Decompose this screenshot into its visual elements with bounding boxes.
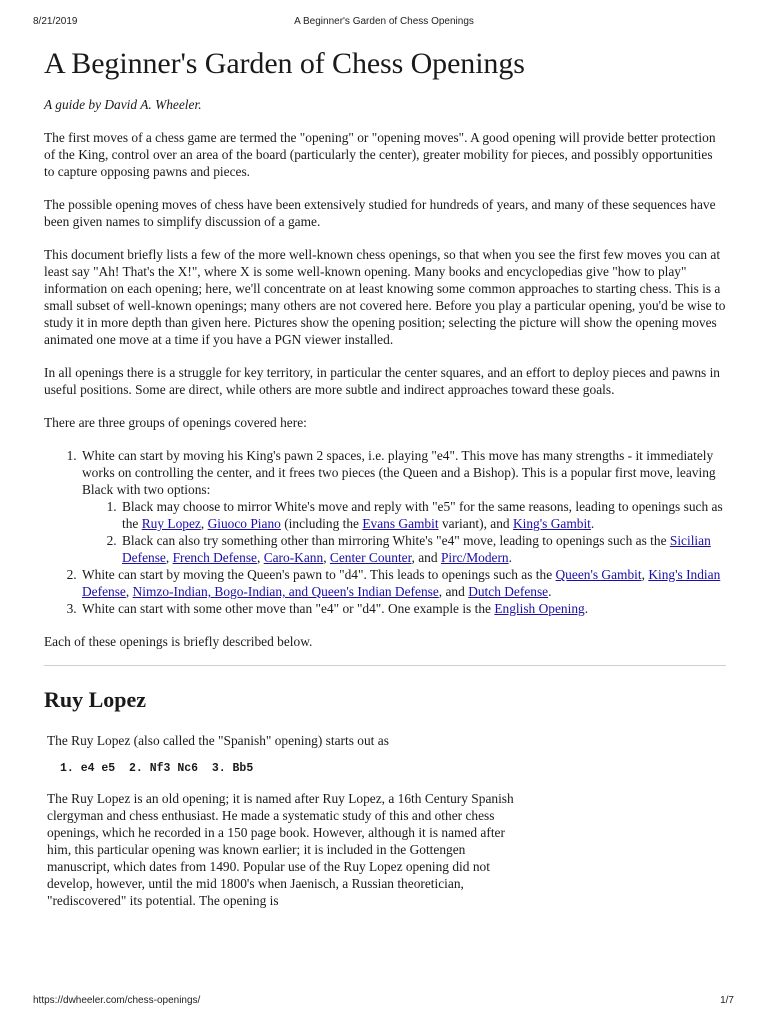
sub1-text: Black may choose to mirror White's move and reply with "e5" for the same reasons, leading to openings such as the — [122, 499, 723, 531]
opening-moves: 1. e4 e5 2. Nf3 Nc6 3. Bb5 — [60, 762, 254, 775]
sub1-sep: (including the — [284, 516, 359, 531]
sub1-sep: , — [200, 516, 205, 531]
link-dutch-defense[interactable]: Dutch Defense — [468, 584, 549, 599]
link-kings-indian-defense[interactable]: King's Indian Defense — [82, 567, 721, 599]
scope-paragraph: This document briefly lists a few of the more well-known chess openings, so that when you see the first few moves you can at least say "Ah! That's the X!", where X is some well-known opening. Many books and encyclopedias give "how to play" information on each opening; here, we'll concentrate on at least knowing some common approaches to starting chess. This is a small subset of well-known openings; many others are not covered here. Before you play a particular opening, you'd be wise to study it in more depth than given here. Pictures show the opening position; selecting the picture will show the opening moves animated one move at a time if you have a PGN viewer installed. — [44, 247, 726, 347]
section-heading-ruy-lopez: Ruy Lopez — [44, 687, 147, 712]
history-paragraph: The possible opening moves of chess have been extensively studied for hundreds of years, and many of these sequences have been given names to simplify discussion of a game. — [44, 197, 716, 229]
group2-text: White can start by moving the Queen's pawn to "d4". This leads to openings such as the — [82, 567, 553, 582]
list-item: 2. Black can also try something other than mirroring White's "e4" move, leading to openings such as the Sicilian Defense, French Defense, Caro-Kann, Center Counter, and Pirc/Modern. — [120, 532, 726, 566]
link-evans-gambit[interactable]: Evans Gambit — [362, 516, 439, 531]
link-english-opening[interactable]: English Opening — [494, 601, 585, 616]
link-sicilian-defense[interactable]: Sicilian Defense — [122, 533, 711, 565]
item2-and: , and — [438, 584, 465, 599]
section-divider — [44, 665, 726, 666]
groups-paragraph: There are three groups of openings covered here: — [44, 415, 307, 430]
list-item — [80, 447, 726, 566]
sub2-end: . — [508, 550, 512, 565]
link-kings-gambit[interactable]: King's Gambit — [512, 516, 591, 531]
link-center-counter[interactable]: Center Counter — [329, 550, 412, 565]
ruy-lopez-history: The Ruy Lopez is an old opening; it is named after Ruy Lopez, a 16th Century Spanish clergyman and chess enthusiast. He made a systematic study of this and other chess openings, which he recorded in a 150 page book. However, although it is named after him, this particular opening was known earlier; it is included in the Gottengen manuscript, which dates from 1490. Popular use of the Ruy Lopez opening did not develop, however, until the mid 1800's when Jaenisch, a Russian theoretician, "rediscovered" its potential. The opening is — [47, 791, 514, 908]
byline: A guide by David A. Wheeler. — [44, 97, 202, 112]
group3-text: White can start with some other move than "e4" or "d4". One example is the — [82, 601, 491, 616]
list-item — [80, 600, 726, 617]
described-below-paragraph: Each of these openings is briefly described below. — [44, 634, 313, 649]
print-date: 8/21/2019 — [33, 16, 78, 27]
group1-text: White can start by moving his King's pawn 2 spaces, i.e. playing "e4". This move has many strengths - it immediately works on controlling the center, and it frees two pieces (the Queen and a Bishop). This is a popular first move, leaving Black with two options: — [82, 448, 716, 497]
e4-responses-list — [82, 498, 726, 566]
item3-end: . — [584, 601, 589, 616]
struggle-paragraph: In all openings there is a struggle for key territory, in particular the center squares, and an effort to deploy pieces and pawns in useful positions. Some are direct, while others are more subtle and indirect approaches toward these goals. — [44, 365, 720, 397]
item2-end: . — [548, 584, 552, 599]
document-body — [44, 46, 726, 909]
print-title: A Beginner's Garden of Chess Openings — [294, 16, 474, 27]
list-item — [120, 498, 726, 532]
link-ruy-lopez[interactable]: Ruy Lopez — [141, 516, 201, 531]
page-title: A Beginner's Garden of Chess Openings — [44, 47, 525, 80]
link-caro-kann[interactable]: Caro-Kann — [263, 550, 324, 565]
sub1-end: . — [590, 516, 595, 531]
link-giuoco-piano[interactable]: Giuoco Piano — [207, 516, 281, 531]
sub2-text: Black can also try something other than mirroring White's "e4" move, leading to openings such as the — [122, 533, 667, 548]
link-nimzo-bogo-queens-indian[interactable]: Nimzo-Indian, Bogo-Indian, and Queen's Indian Defense — [132, 584, 439, 599]
list-item: 2. White can start by moving the Queen's pawn to "d4". This leads to openings such as the Queen's Gambit, King's Indian Defense, Nimzo-Indian, Bogo-Indian, and Queen's Indian Defense, and Dutch Defense. — [80, 566, 726, 600]
page-number: 1/7 — [720, 995, 734, 1006]
intro-paragraph: The first moves of a chess game are termed the "opening" or "opening moves". A good opening will provide better protection of the King, control over an area of the board (particularly the center), greater mobility for pieces, and possibly opportunities to capture opposing pawns and pieces. — [44, 130, 716, 179]
sub2-and: , and — [411, 550, 438, 565]
link-pirc-modern[interactable]: Pirc/Modern — [440, 550, 509, 565]
print-url: https://dwheeler.com/chess-openings/ — [33, 995, 201, 1006]
link-french-defense[interactable]: French Defense — [172, 550, 257, 565]
sub1-sep: variant), and — [441, 516, 510, 531]
ruy-lopez-intro: The Ruy Lopez (also called the "Spanish" opening) starts out as — [47, 733, 389, 748]
opening-groups-list — [44, 447, 726, 617]
link-queens-gambit[interactable]: Queen's Gambit — [555, 567, 642, 582]
